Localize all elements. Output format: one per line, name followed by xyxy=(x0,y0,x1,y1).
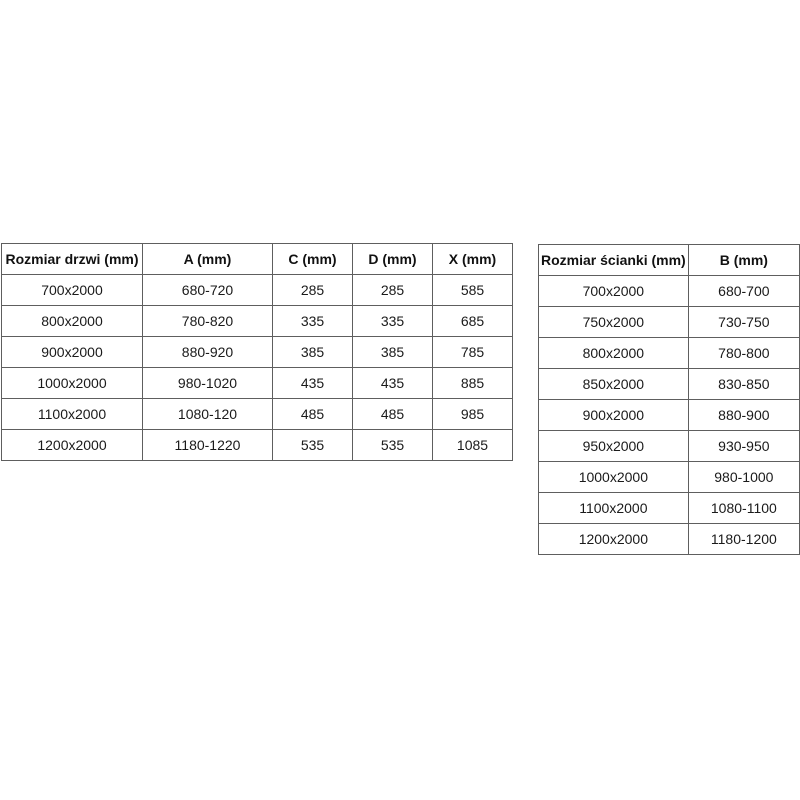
table-cell: 850x2000 xyxy=(539,369,689,400)
table-cell: 830-850 xyxy=(688,369,799,400)
table-cell: 1200x2000 xyxy=(539,524,689,555)
table-row xyxy=(539,307,800,338)
table-cell: 800x2000 xyxy=(2,306,143,337)
table-cell: 285 xyxy=(273,275,353,306)
table-cell: 985 xyxy=(433,399,513,430)
table-row xyxy=(2,399,513,430)
table-cell: 585 xyxy=(433,275,513,306)
table-cell: 800x2000 xyxy=(539,338,689,369)
table-cell: 435 xyxy=(273,368,353,399)
table-cell: 900x2000 xyxy=(539,400,689,431)
table-row xyxy=(539,338,800,369)
table-cell: 1100x2000 xyxy=(2,399,143,430)
table-cell: 285 xyxy=(353,275,433,306)
table-row xyxy=(539,431,800,462)
table-cell: 1100x2000 xyxy=(539,493,689,524)
table-cell: 700x2000 xyxy=(2,275,143,306)
table-cell: 685 xyxy=(433,306,513,337)
table-cell: 680-720 xyxy=(143,275,273,306)
table-row xyxy=(539,400,800,431)
table-cell: 1200x2000 xyxy=(2,430,143,461)
table-header-cell: X (mm) xyxy=(433,244,513,275)
table-cell: 1085 xyxy=(433,430,513,461)
table-cell: 535 xyxy=(273,430,353,461)
table-row xyxy=(2,430,513,461)
table-header-cell: A (mm) xyxy=(143,244,273,275)
table-row xyxy=(539,276,800,307)
table-cell: 750x2000 xyxy=(539,307,689,338)
table-cell: 1000x2000 xyxy=(2,368,143,399)
table-cell: 885 xyxy=(433,368,513,399)
table-header-cell: Rozmiar drzwi (mm) xyxy=(2,244,143,275)
table-cell: 680-700 xyxy=(688,276,799,307)
table-header-cell: D (mm) xyxy=(353,244,433,275)
table-row xyxy=(539,524,800,555)
table-header-row xyxy=(539,245,800,276)
table-cell: 485 xyxy=(273,399,353,430)
table-cell: 335 xyxy=(353,306,433,337)
table-cell: 700x2000 xyxy=(539,276,689,307)
table-cell: 900x2000 xyxy=(2,337,143,368)
table-cell: 880-900 xyxy=(688,400,799,431)
table-cell: 930-950 xyxy=(688,431,799,462)
table-cell: 780-820 xyxy=(143,306,273,337)
table-cell: 1180-1220 xyxy=(143,430,273,461)
table-cell: 880-920 xyxy=(143,337,273,368)
table-row xyxy=(539,369,800,400)
table-cell: 1000x2000 xyxy=(539,462,689,493)
table-row xyxy=(539,462,800,493)
table-row xyxy=(2,275,513,306)
table-row xyxy=(539,493,800,524)
table-cell: 535 xyxy=(353,430,433,461)
wall-size-table xyxy=(538,244,800,555)
table-header-cell: Rozmiar ścianki (mm) xyxy=(539,245,689,276)
table-cell: 485 xyxy=(353,399,433,430)
table-cell: 980-1020 xyxy=(143,368,273,399)
table-cell: 1080-120 xyxy=(143,399,273,430)
table-cell: 335 xyxy=(273,306,353,337)
table-cell: 785 xyxy=(433,337,513,368)
table-row xyxy=(2,306,513,337)
table-row xyxy=(2,368,513,399)
table-cell: 730-750 xyxy=(688,307,799,338)
door-size-table xyxy=(1,243,513,461)
table-header-cell: B (mm) xyxy=(688,245,799,276)
table-cell: 385 xyxy=(273,337,353,368)
table-cell: 1080-1100 xyxy=(688,493,799,524)
table-header-cell: C (mm) xyxy=(273,244,353,275)
table-header-row xyxy=(2,244,513,275)
table-cell: 780-800 xyxy=(688,338,799,369)
table-row xyxy=(2,337,513,368)
table-cell: 980-1000 xyxy=(688,462,799,493)
table-cell: 435 xyxy=(353,368,433,399)
table-cell: 385 xyxy=(353,337,433,368)
table-cell: 1180-1200 xyxy=(688,524,799,555)
table-cell: 950x2000 xyxy=(539,431,689,462)
